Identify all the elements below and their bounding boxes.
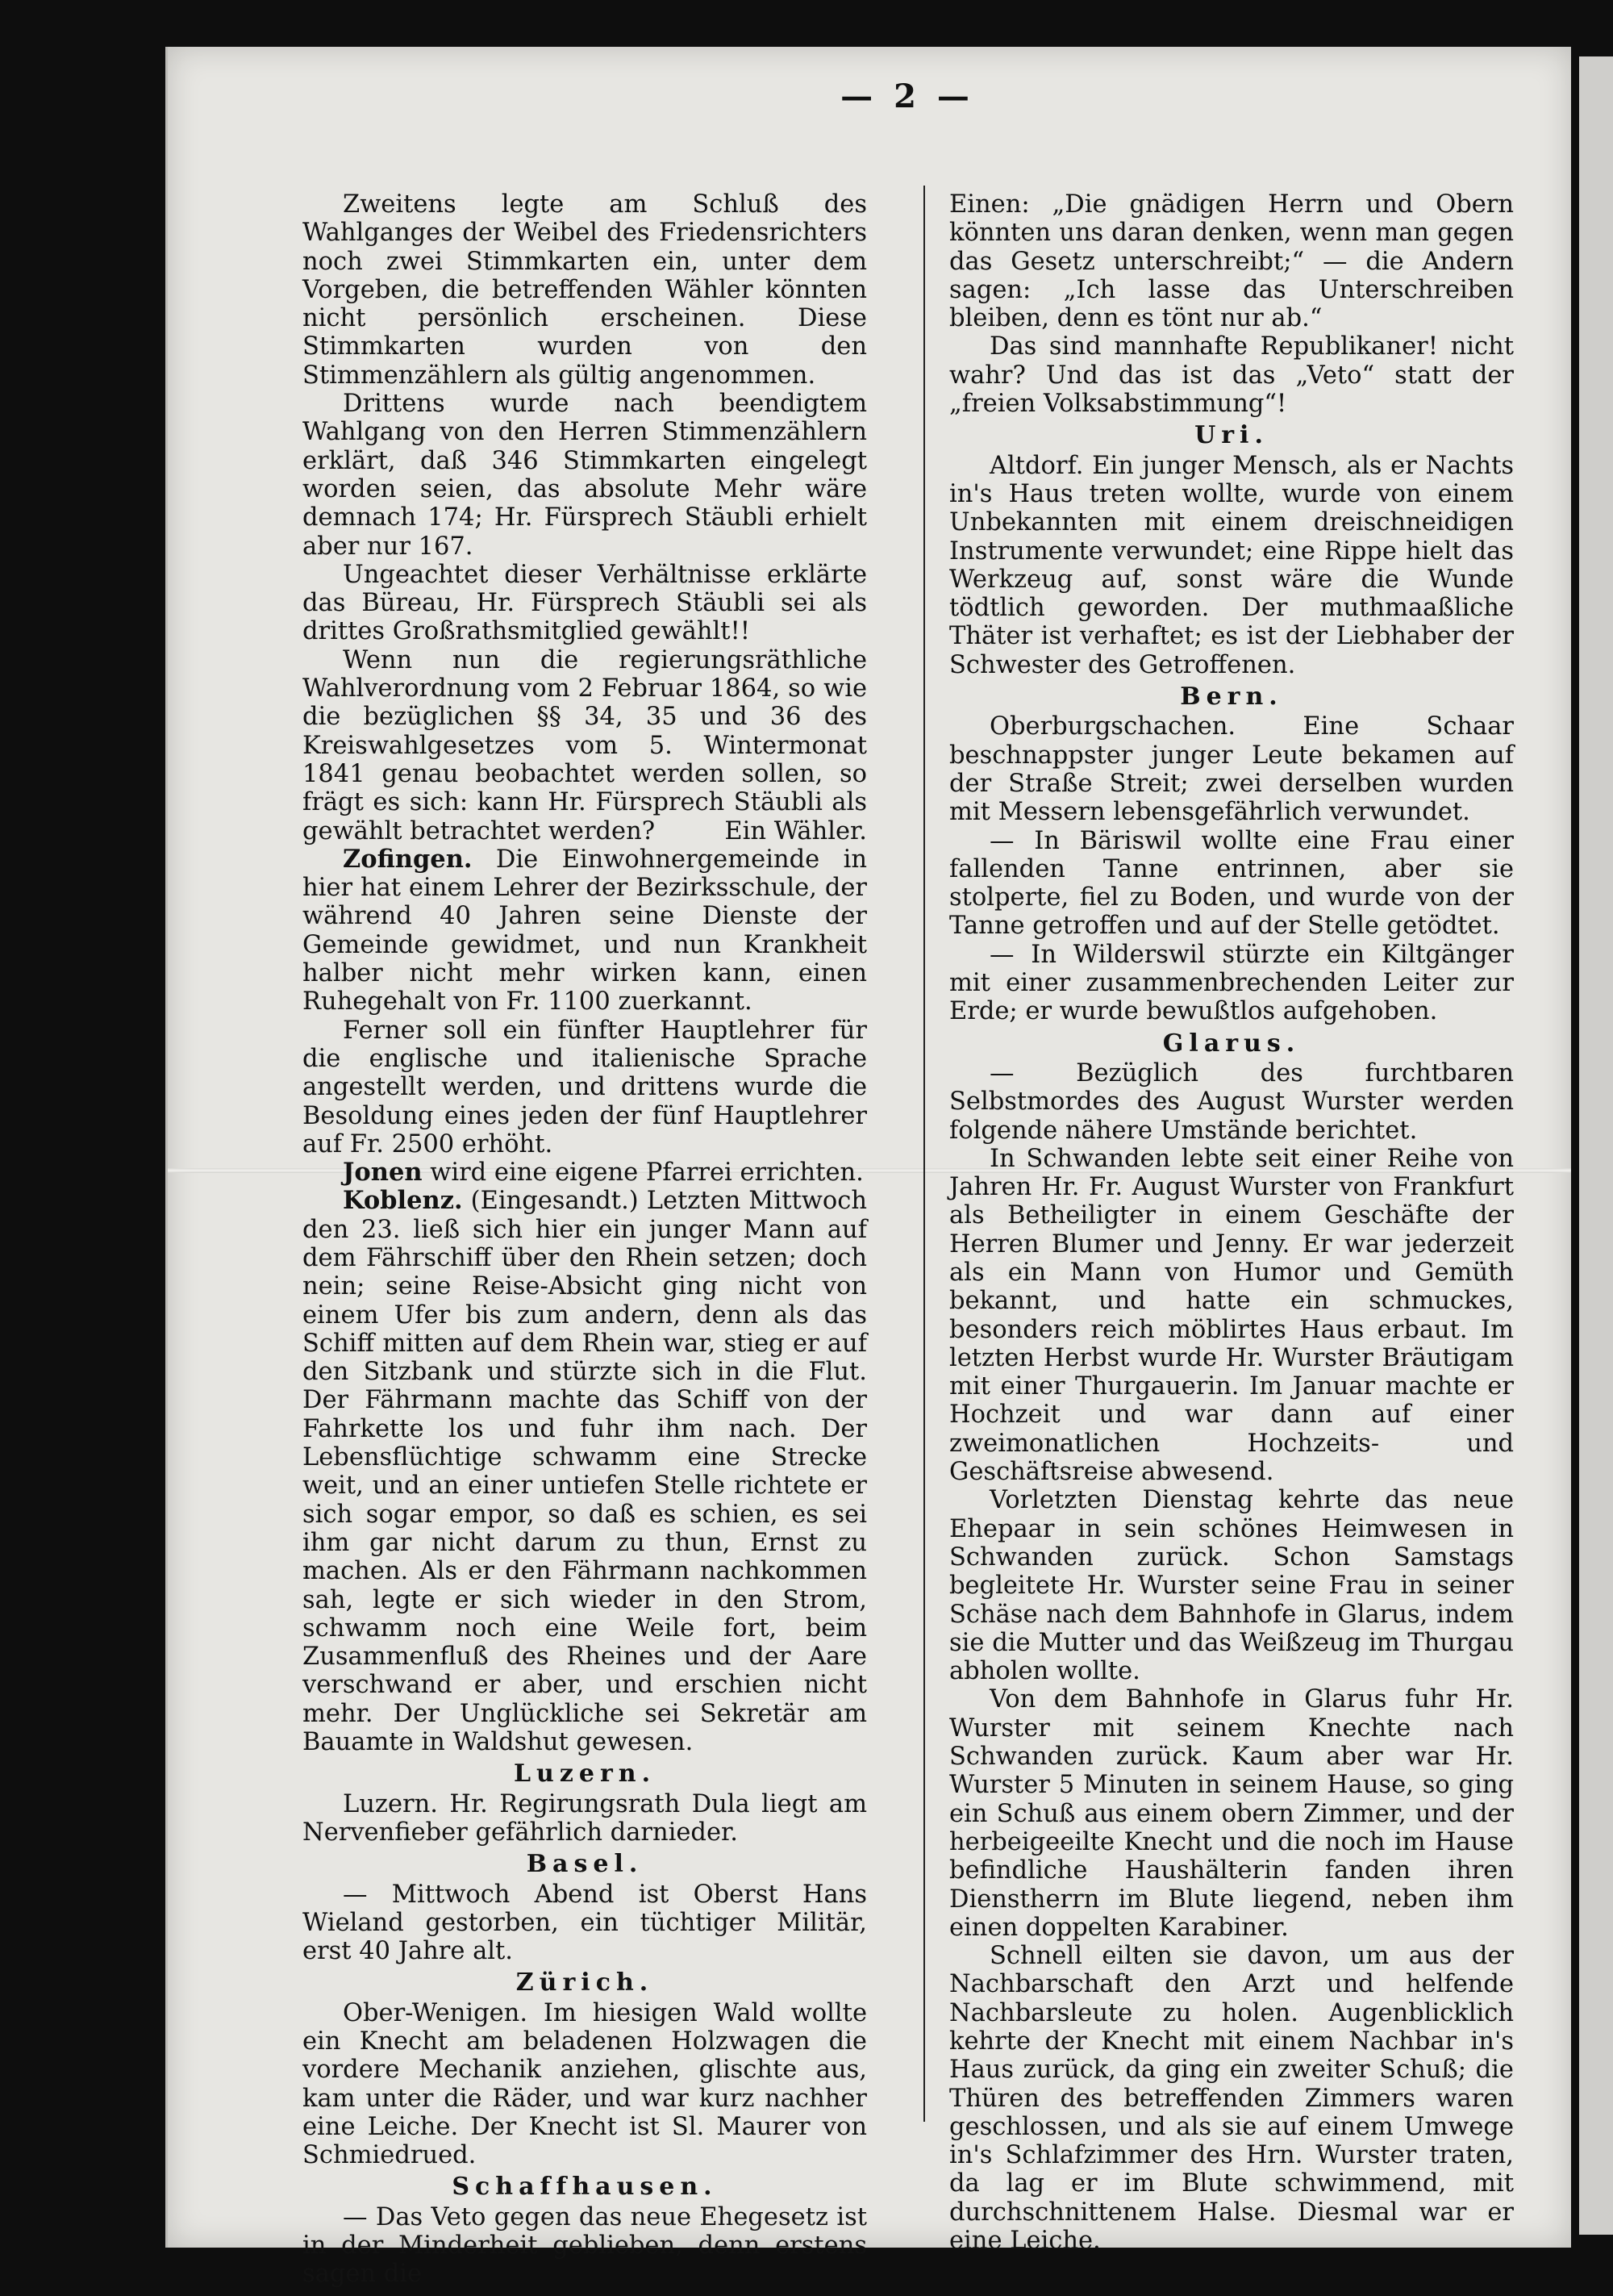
paragraph	[302, 845, 867, 1017]
section-heading: Zürich.	[515, 1968, 654, 1998]
paragraph	[302, 1158, 867, 1187]
paragraph: Einen: „Die gnädigen Herrn und Obern könnten uns daran denken, wenn man gegen das Gesetz unterschreibt;“ — die Andern sagen: „Ich lasse das Unterschreiben bleiben, denn es tönt nur ab.“	[949, 190, 1514, 333]
paragraph: Vorletzten Dienstag kehrte das neue Ehepaar in sein schönes Heimwesen in Schwanden zurück. Schon Samstags begleitete Hr. Wurster seine Frau in seiner Schäse nach dem Bahnhofe in Glarus, indem sie die Mutter und das Weißzeug im Thurgau abholen wollte.	[949, 1486, 1514, 1686]
paragraph: — Mittwoch Abend ist Oberst Hans Wieland gestorben, ein tüchtiger Militär, erst 40 Jahre alt.	[302, 1880, 867, 1966]
section-heading: Basel.	[526, 1850, 644, 1879]
paragraph: Altdorf. Ein junger Mensch, als er Nachts in's Haus treten wollte, wurde von einem Unbekannten mit einem dreischneidigen Instrumente verwundet; eine Rippe hielt das Werkzeug auf, sonst wäre die Wunde tödtlich geworden. Der muthmaaßliche Thäter ist verhaftet; es ist der Liebhaber der Schwester des Getroffenen.	[949, 451, 1514, 679]
paragraph: Von dem Bahnhofe in Glarus fuhr Hr. Wurster mit seinem Knechte nach Schwanden zurück. Kaum aber war Hr. Wurster 5 Minuten in seinem Hause, so ging ein Schuß aus einem obern Zimmer, und der herbeigeeilte Knecht und die noch im Hause befindliche Haushälterin fanden ihren Dienstherrn im Blute liegend, neben ihm einen doppelten Karabiner.	[949, 1685, 1514, 1942]
right-column	[949, 190, 1514, 2255]
next-page-edge	[1579, 56, 1613, 2235]
left-column	[302, 190, 867, 2289]
paragraph-text: (Eingesandt.) Letzten Mittwoch den 23. ließ sich hier ein junger Mann auf dem Fährschiff über den Rhein setzen; doch nein; seine Reise-Absicht ging nicht von einem Ufer bis zum andern, denn als das Schiff mitten auf dem Rhein war, stieg er auf den Sitzbank und stürzte sich in die Flut. Der Fährmann machte das Schiff von der Fahrkette los und fuhr ihm nach. Der Lebensflüchtige schwamm eine Strecke weit, und an einer untiefen Stelle richtete er sich sogar empor, so daß es schien, es sei ihm gar nicht darum zu thun, Ernst zu machen. Als er den Fährmann nachkommen sah, legte er sich wieder in den Strom, schwamm noch eine Weile fort, beim Zusammenfluß des Rheines und der Aare verschwand er aber, und erschien nicht mehr. Der Unglückliche sei Sekretär am Bauamte in Waldshut gewesen.	[302, 1187, 867, 1757]
paragraph-text: Wenn nun die regierungsräthliche Wahlverordnung vom 2 Februar 1864, so wie die bezüglichen §§ 34, 35 und 36 des Kreiswahlgesetzes vom 5. Wintermonat 1841 genau beobachtet werden sollen, so frägt es sich: kann Hr. Fürsprech Stäubli als gewählt betrachtet werden?	[302, 645, 867, 845]
paragraph: — In Wilderswil stürzte ein Kiltgänger mit einer zusammenbrechenden Leiter zur Erde; er wurde bewußtlos aufgehoben.	[949, 940, 1514, 1026]
column-divider	[923, 186, 925, 2122]
paragraph-text: Die Einwohnergemeinde in hier hat einem Lehrer der Bezirksschule, der während 40 Jahren seine Dienste der Gemeinde gewidmet, und nun Krankheit halber nicht mehr wirken kann, einen Ruhegehalt von Fr. 1100 zuerkannt.	[302, 845, 867, 1017]
section-heading: Uri.	[1194, 421, 1269, 450]
paragraph: Zweitens legte am Schluß des Wahlganges der Weibel des Friedensrichters noch zwei Stimmkarten ein, unter dem Vorgeben, die betreffenden Wähler könnten nicht persönlich erscheinen. Diese Stimmkarten wurden von den Stimmenzählern als gültig angenommen.	[302, 190, 867, 390]
section-heading: Luzern.	[513, 1760, 656, 1789]
paragraph	[302, 646, 867, 845]
paragraph	[302, 1187, 867, 1756]
signature: Ein Wähler.	[724, 816, 867, 845]
place-lead: Jonen	[343, 1158, 423, 1188]
paragraph: — Das Veto gegen das neue Ehegesetz ist in der Minderheit geblieben, denn erstens sagen die	[302, 2202, 867, 2289]
paragraph: Ungeachtet dieser Verhältnisse erklärte das Büreau, Hr. Fürsprech Stäubli sei als drittes Großrathsmitglied gewählt!!	[302, 560, 867, 646]
paragraph: In Schwanden lebte seit einer Reihe von Jahren Hr. Fr. August Wurster von Frankfurt als Betheiligter in einem Geschäfte der Herren Blumer und Jenny. Er war jederzeit als ein Mann von Humor und Gemüth bekannt, und hatte ein schmuckes, besonders reich möblirtes Haus erbaut. Im letzten Herbst wurde Hr. Wurster Bräutigam mit einer Thurgauerin. Im Januar machte er Hochzeit und war dann auf einer zweimonatlichen Hochzeits- und Geschäftsreise abwesend.	[949, 1144, 1514, 1487]
paragraph: Schnell eilten sie davon, um aus der Nachbarschaft den Arzt und helfende Nachbarsleute zu holen. Augenblicklich kehrte der Knecht mit einem Nachbar in's Haus zurück, da ging ein zweiter Schuß; die Thüren des betreffenden Zimmers waren geschlossen, und als sie auf einem Umwege in's Schlafzimmer des Hrn. Wurster traten, da lag er im Blute schwimmend, mit durchschnittenem Halse. Diesmal war er eine Leiche.	[949, 1942, 1514, 2256]
section-heading: Glarus.	[1162, 1029, 1301, 1058]
paragraph-text: wird eine eigene Pfarrei errichten.	[430, 1158, 864, 1188]
paragraph: Oberburgschachen. Eine Schaar beschnappster junger Leute bekamen auf der Straße Streit; zwei derselben wurden mit Messern lebensgefährlich verwundet.	[949, 712, 1514, 827]
paragraph: — In Bäriswil wollte eine Frau einer fallenden Tanne entrinnen, aber sie stolperte, fiel zu Boden, und wurde von der Tanne getroffen und auf der Stelle getödtet.	[949, 826, 1514, 941]
paragraph: — Bezüglich des furchtbaren Selbstmordes des August Wurster werden folgende nähere Umstände berichtet.	[949, 1058, 1514, 1145]
paragraph: Luzern. Hr. Regirungsrath Dula liegt am Nervenfieber gefährlich darnieder.	[302, 1789, 867, 1847]
page-number: — 2 —	[840, 77, 974, 115]
section-heading: Bern.	[1180, 683, 1283, 712]
paragraph: Drittens wurde nach beendigtem Wahlgang von den Herren Stimmenzählern erklärt, daß 346 Stimmkarten eingelegt worden seien, das absolute Mehr wäre demnach 174; Hr. Fürsprech Stäubli erhielt aber nur 167.	[302, 390, 867, 561]
place-lead: Koblenz.	[343, 1186, 463, 1216]
paragraph: Ober-Wenigen. Im hiesigen Wald wollte ein Knecht am beladenen Holzwagen die vordere Mechanik anziehen, glischte aus, kam unter die Räder, und war kurz nachher eine Leiche. Der Knecht ist Sl. Maurer von Schmiedrued.	[302, 1998, 867, 2170]
paragraph: Ferner soll ein fünfter Hauptlehrer für die englische und italienische Sprache angestellt werden, und drittens wurde die Besoldung eines jeden der fünf Hauptlehrer auf Fr. 2500 erhöht.	[302, 1016, 867, 1158]
section-heading: Schaffhausen.	[452, 2173, 718, 2202]
paragraph: Das sind mannhafte Republikaner! nicht wahr? Und das ist das „Veto“ statt der „freien Volksabstimmung“!	[949, 332, 1514, 419]
place-lead: Zofingen.	[343, 844, 473, 874]
